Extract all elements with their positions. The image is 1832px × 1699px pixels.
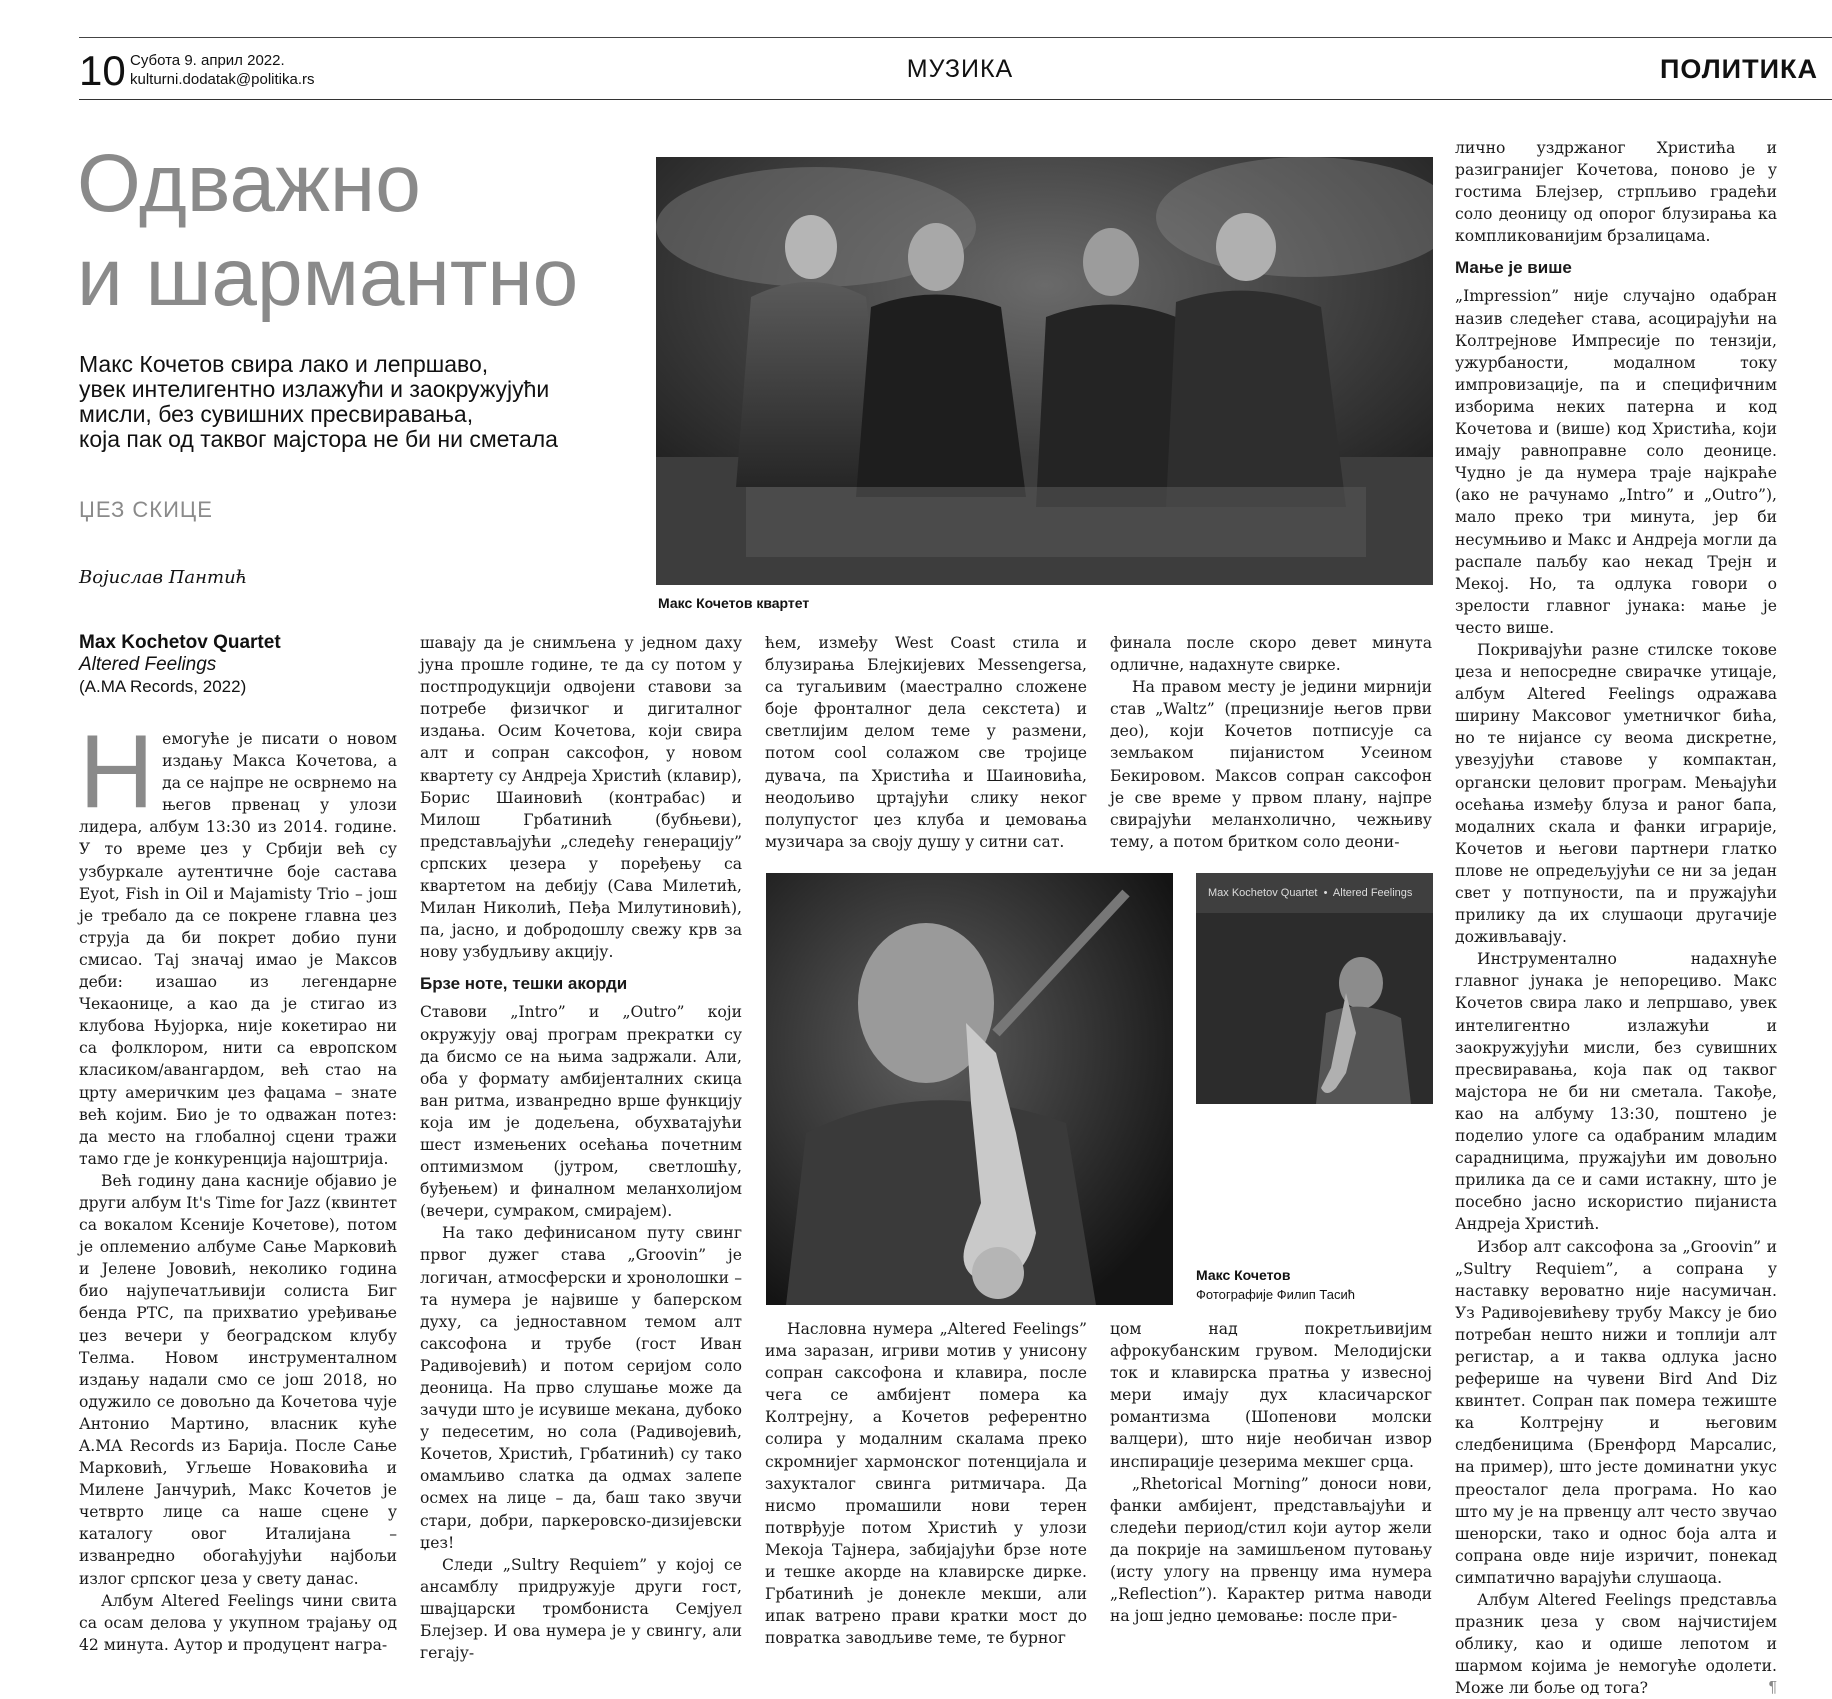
lead-paragraph bbox=[79, 352, 659, 452]
album-cover-graphic bbox=[1196, 873, 1433, 1104]
subheading: Мање је више bbox=[1455, 258, 1572, 278]
paragraph: Следи „Sultry Requiem” у којој се ансамблу придружује други гост, швајцарски тромбониста Семјуел Блејзер. И ова нумера је у свингу, али гегају- bbox=[420, 1555, 742, 1663]
paragraph: Покривајући разне стилске токове џеза и непосредне свирачке утицаје, албум Altered Feelings одражава ширину Максовог уметничког бића, но те нијансе су веома дискретне, увезујући ставове у компактан, органски целовит програм. Мењајући осећања између блуза и раног бапа, модалних скала и фанки играрије, Кочетов и његови партнери глатко плове не опредељујући се ни за један свет у потпуности, па и пружајући прилику да их слушаоци другачије доживљавају. bbox=[1455, 640, 1777, 947]
column-5 bbox=[1455, 137, 1777, 1699]
paragraph: цом над покретљивијим афрокубанским грувом. Мелодијски ток и клавирска пратња у извесној мери имају дух класичарског романтизма (Шопенови молски валцери), што није необичан извор инспирације џезерима мекшег срца. bbox=[1110, 1320, 1432, 1471]
author-byline: Војислав Пантић bbox=[79, 567, 248, 588]
paragraph: Албум Altered Feelings чини свита са осам делова у укупном трајању од 42 минута. Аутор и продуцент награ- bbox=[79, 1591, 397, 1654]
lead-line: мисли, без сувишних пресвиравања, bbox=[79, 401, 474, 427]
column-2 bbox=[420, 632, 742, 1664]
saxophonist-photo-graphic bbox=[766, 873, 1173, 1305]
end-mark: ¶ bbox=[1768, 1679, 1777, 1697]
header-email: kulturni.dodatak@politika.rs bbox=[130, 71, 315, 88]
quartet-photo bbox=[656, 157, 1433, 585]
paragraph: „Rhetorical Morning” доноси нови, фанки амбијент, представљајући и следећи период/стил који аутор жели да покрије на замишљеном путовању (исту улогу на првенцу има нумера „Reflection”). Карактер ритма наводи на још једно џемовање: после при- bbox=[1110, 1474, 1432, 1626]
lead-line: увек интелигентно излажући и заокружујући bbox=[79, 376, 550, 402]
saxophonist-photo bbox=[766, 873, 1173, 1305]
column-3-top bbox=[765, 632, 1087, 853]
paragraph: Инструментално надахнуће главног јунака је непорециво. Макс Кочетов свира лако и лепршаво, увек интелигентно излажући и заокружујући мисли, без сувишних пресвиравања, која пак од таквог мајстора не би ни сметала. Такође, као на албуму 13:30, поштено је поделио улоге са одабраним младим сарадницима, пружајући им довољно прилика да се и сами истакну, што је посебно јасно искористио пијаниста Андреја Христић. bbox=[1455, 950, 1777, 1234]
paragraph-text: Албум Altered Feelings представља празник џеза у свом најчистијем облику, као и одише лепотом и шармом којима је немогуће одолети. Може ли боље од тога? bbox=[1455, 1591, 1777, 1698]
quartet-photo-graphic bbox=[656, 157, 1433, 585]
photo-credit: Фотографије Филип Тасић bbox=[1196, 1287, 1355, 1302]
subheading: Брзе ноте, тешки акорди bbox=[420, 974, 628, 994]
cover-artist-text: Max Kochetov Quartet bbox=[1208, 887, 1318, 899]
paragraph: Већ годину дана касније објавио је други албум It's Time for Jazz (квинтет са вокалом Ксеније Кочетове), потом је оплеменио албуме Сање Марковић и Јелене Јововић, неколико година био најупечатљивији солиста Биг бенда РТС, па прихватио уређивање џез вечери у београдском клубу Телма. Новом инструменталном издању надали смо се још 2018, но одужило се довољно да Кочетова чује Антонио Мартино, власник куће A.MA Records из Барија. После Сање Марковић, Угљеше Новаковића и Милене Јанчурић, Макс Кочетов је четврто лице са наше сцене у каталогу овог Италијана – изванредно обогаћујући најбољи излог српског џеза у свету данас. bbox=[79, 1171, 397, 1588]
column-1 bbox=[79, 714, 397, 1656]
dropcap: Н bbox=[79, 714, 155, 830]
album-infobox bbox=[79, 632, 339, 697]
rubric-label: ЏЕЗ СКИЦЕ bbox=[79, 497, 213, 522]
paragraph: На правом месту је једини мирнији став „Waltz” (прецизније његов први део), који Кочетов потписује са земљаком пијанистом Усеином Бекировом. Максов сопран саксофон је све време у првом плану, најпре свирајући меланхолично, чежњиву тему, а потом бритком соло деони- bbox=[1110, 678, 1432, 851]
album-cover: Max Kochetov Quartet • Altered Feelings bbox=[1196, 873, 1433, 1104]
infobox-album: Altered Feelings bbox=[79, 654, 217, 675]
infobox-label: (A.MA Records, 2022) bbox=[79, 677, 247, 696]
quartet-photo-caption: Макс Кочетов квартет bbox=[658, 595, 810, 611]
paragraph: лично уздржаног Христића и разигранијег Кочетова, поново је у гостима Блејзер, стрпљиво градећи соло деоницу од опорог блузирања ка компликованијим брзалицама. bbox=[1455, 139, 1777, 246]
paragraph: Избор алт саксофона за „Groovin” и „Sultry Requiem”, а сопрана у наставку вероватно није насумичан. Уз Радивојевићеву трубу Максу је био потребан нешто нижи и топлији алт регистар, а и таква одлука јасно реферише на чувени Bird And Diz квинтет. Сопран пак помера тежиште ка Колтрејну и његовим следбеницима (Бренфорд Марсалис, на пример), што јесте доминатни укус преосталог дела програма. Но као што му је на првенцу алт често звучао шенорски, тако и однос боја алта и сопрана овде није изричит, понекад симпатично варајући слушаоца. bbox=[1455, 1237, 1777, 1587]
paragraph: Ставови „Intro” и „Outro” који окружују овај програм прекратки су да бисмо се на њима задржали. Али, оба у формату амбијенталних скица ван ритма, изванредно врше функцију која им је додељена, обухватајући шест измењених осећања почетним оптимизмом (јутром, светлошћу, буђењем) и финалном меланхолијом (вечери, сумраком, смирајем). bbox=[420, 1003, 742, 1221]
brand-logo: ПОЛИТИКА bbox=[1660, 54, 1818, 84]
top-rule bbox=[79, 37, 1832, 38]
lead-line: која пак од таквог мајстора не би ни сметала bbox=[79, 426, 558, 452]
column-3-bottom bbox=[765, 1318, 1087, 1649]
saxophonist-caption: Макс Кочетов bbox=[1196, 1267, 1291, 1283]
paragraph: шавају да је снимљена у једном даху јуна прошле године, те да су потом у постпродукцији одвојени ставови за потребе физичког и дигиталног издања. Осим Кочетова, који свира алт и сопран саксофон, у новом квартету су Андреја Христић (клавир), Борис Шаиновић (контрабас) и Милош Грбатинић (бубњеви), представљајући „следећу генерацију” српских џезера у поређењу са квартетом на дебију (Сава Милетић, Милан Николић, Пеђа Милутиновић), па, јасно, и добродошлу свежу крв за нову узбудљиву акцију. bbox=[420, 634, 742, 962]
header-rule bbox=[79, 99, 1832, 100]
paragraph-text: емогуће је писати о новом издању Макса Кочетова, а да се најпре не осврнемо на његов првенац у улози лидера, албум 13:30 из 2014. године. У то време џез у Србији већ су узбуркале аутентичне боје састава Eyot, Fish in Oil и Majamisty Trio – још је требало да се покрене главна џез струја да би покрет добио пуни смисао. Тај значај имао је Максов деби: изашао из легендарне Чекаонице, а као да је стигао из клубова Њујорка, није кокетирао ни са фолклором, нити са европском класиком/авангардом, већ стао на црту америчким џез фацама – знате већ којим. Био је то одважан потез: да место на глобалној сцени тражи тамо где је конкуренција најоштрија. bbox=[79, 730, 397, 1168]
paragraph: Насловна нумера „Altered Feelings” има заразан, игриви мотив у унисону сопран саксофона и клавира, после чега се амбијент помера ка Колтрејну, а Кочетов референтно солира у модалним скалама преко скромнијег хармонског потенцијала и захукталог свинга ритмичара. Да нисмо промашили нови терен потврђује потом Христић у улози Мекоја Тајнера, забијајући брзе ноте и тешке акорде на клавирске дирке. Грбатинић је донекле мекши, али ипак ватрено прави кратки мост до повратка заводљиве теме, те бурног bbox=[765, 1320, 1087, 1648]
header-date: Субота 9. април 2022. bbox=[130, 52, 285, 69]
infobox-artist: Max Kochetov Quartet bbox=[79, 632, 281, 653]
paragraph: „Impression” није случајно одабран назив следећег става, асоцирајући на Колтрејнове Импресије по тензији, ужурбаности, модалном току импровизације, па и специфичним изборима неких патерна и код Кочетова и (више) код Христића, који имају равноправне соло деонице. Чудно је да нумера траје најкраће (ако не рачунамо „Intro” и „Outro”), мало преко три минута, јер би несумњиво и Макс и Андреја могли да распале паљбу као некад Трејн и Мекој. Но, та одлука говори о зрелости главног јунака: мање је често више. bbox=[1455, 287, 1777, 637]
headline-line1: Одважно bbox=[77, 138, 421, 229]
section-title: МУЗИКА bbox=[906, 55, 1014, 83]
cover-album-text: Altered Feelings bbox=[1332, 887, 1413, 899]
headline-line2: и шармантно bbox=[77, 232, 579, 323]
page-number: 10 bbox=[79, 47, 126, 94]
paragraph bbox=[79, 714, 397, 1170]
paragraph: На тако дефинисаном путу свинг првог дужег става „Groovin” је логичан, атмосферски и хронолошки – та нумера је највише у баперском духу, са једноставном темом алт саксофона и трубе (гост Иван Радивојевић) и потом серијом соло деоница. На прво слушање може да зачуди што је исувише мекана, дубоко у педесетим, но сола (Радивојевић, Кочетов, Христић, Грбатинић) су тако омамљиво слатка да одмах залепе осмех на лице – да, баш тако звучи стари, добри, паркеровско-дизијевски џез! bbox=[420, 1224, 742, 1552]
column-4-bottom bbox=[1110, 1318, 1432, 1627]
paragraph: финала после скоро девет минута одличне, надахнуте свирке. bbox=[1110, 634, 1432, 675]
column-4-top bbox=[1110, 632, 1432, 853]
lead-line: Макс Кочетов свира лако и лепршаво, bbox=[79, 351, 489, 377]
paragraph bbox=[1455, 1589, 1777, 1699]
paragraph: ћем, између West Coast стила и блузирања Блејкијевих Messengersa, са тугаљивим (маестрално сложене боје фронталног дела секстета) и светлијим делом теме у размени, потом cool солажом све тројице дувача, па Христића и Шаиновића, неодољиво цртајући слику неког полупустог џез клуба и џемовања музичара за своју душу у ситни сат. bbox=[765, 634, 1087, 851]
